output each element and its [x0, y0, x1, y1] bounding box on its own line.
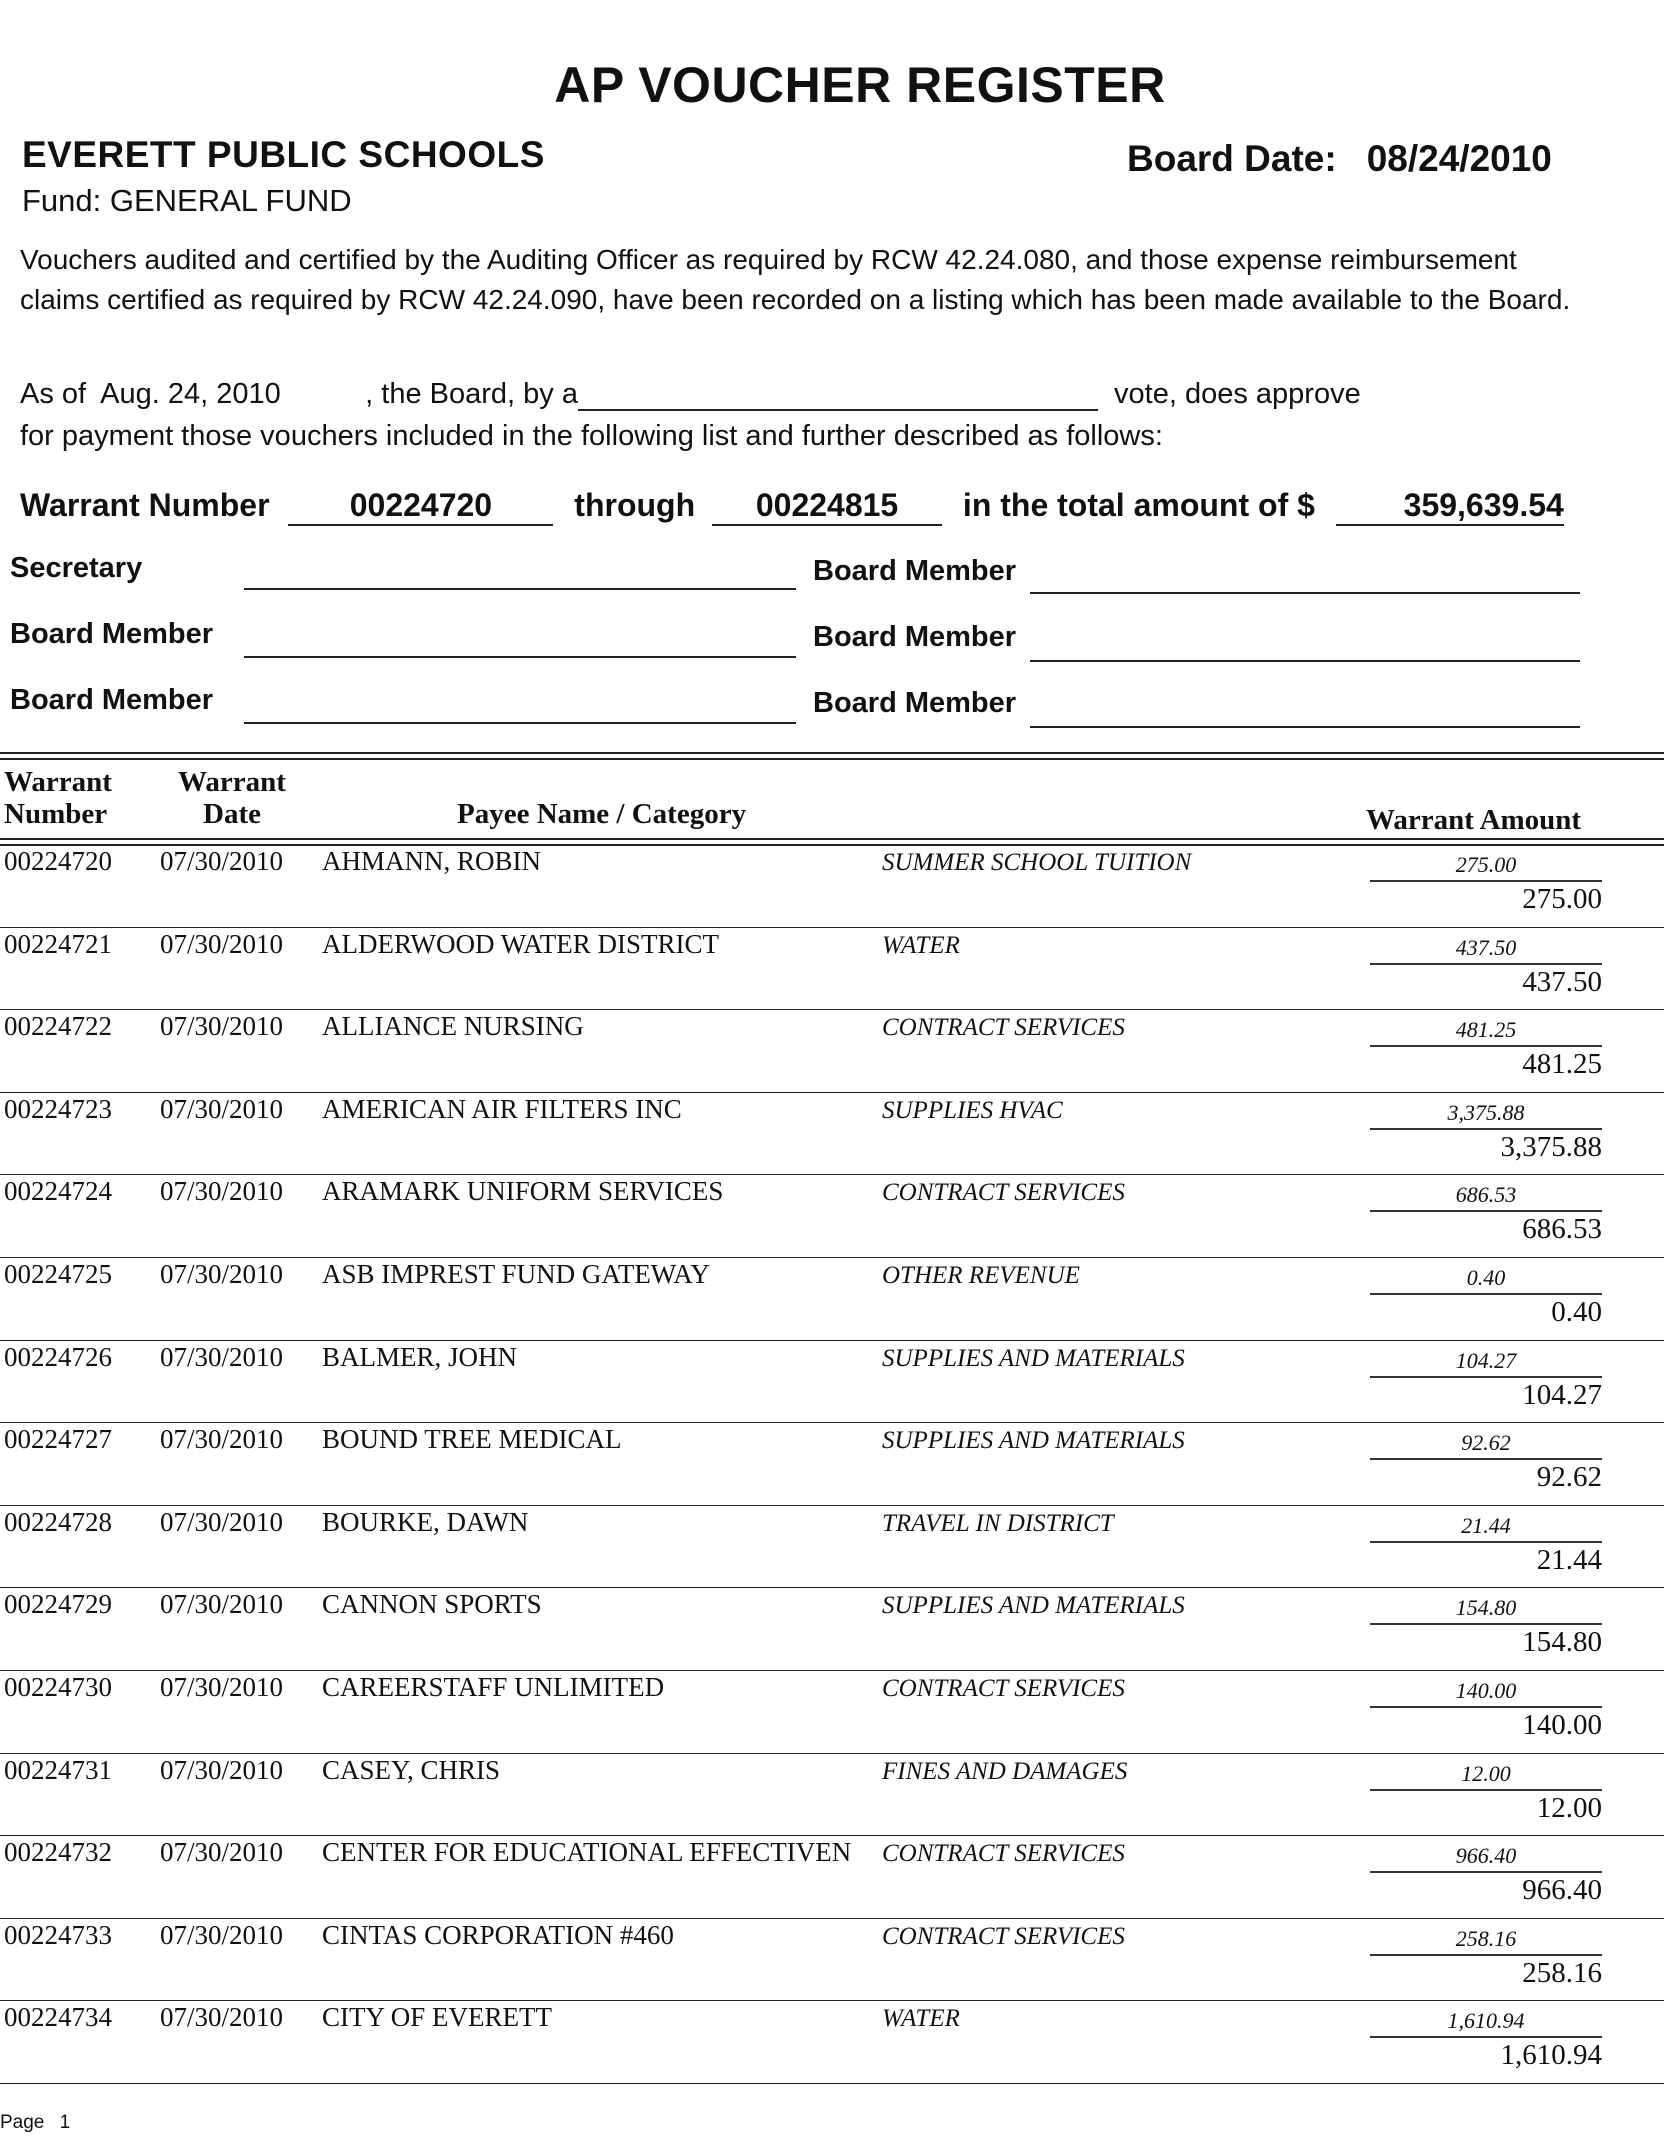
row-divider	[0, 1587, 1664, 1588]
certification-text: Vouchers audited and certified by the Auditing Officer as required by RCW 42.24.080, and those expense reimbursement claims certified as required by RCW 42.24.090, have been recorded on a listing which has been made available to the Board.	[20, 244, 1571, 315]
warrant-number: 00224727	[4, 1424, 112, 1455]
payee-name: AHMANN, ROBIN	[322, 846, 542, 876]
payee-category: SUMMER SCHOOL TUITION	[882, 849, 1192, 876]
header-warrant-number	[4, 766, 112, 830]
line-amount: 966.40	[1370, 1843, 1602, 1873]
row-divider	[0, 1257, 1664, 1258]
as-of-label: As of	[20, 378, 87, 410]
warrant-number: 00224725	[4, 1259, 112, 1289]
payee-name: CASEY, CHRIS	[322, 1754, 501, 1785]
warrant-number: 00224721	[4, 928, 112, 959]
payee-category: CONTRACT SERVICES	[882, 1675, 1125, 1702]
warrant-amount: 275.00	[1522, 883, 1602, 915]
warrant-number: 00224726	[4, 1341, 112, 1372]
vote-blank[interactable]	[578, 381, 1098, 411]
warrant-amount: 966.40	[1522, 1874, 1602, 1907]
warrant-date: 07/30/2010	[160, 1837, 284, 1868]
vote-text: vote, does approve	[1114, 378, 1361, 410]
line-amount: 686.53	[1370, 1182, 1602, 1212]
line-amount: 481.25	[1370, 1017, 1602, 1047]
row-divider	[0, 1340, 1664, 1341]
board-member-signature-line[interactable]	[1030, 660, 1580, 662]
table-top-rule	[0, 758, 1664, 760]
warrant-date: 07/30/2010	[160, 1259, 284, 1289]
secretary-signature-line[interactable]	[244, 588, 796, 590]
warrant-number: 00224724	[4, 1176, 112, 1207]
header-warrant-amount: Warrant Amount	[1366, 804, 1582, 836]
line-amount: 92.62	[1370, 1430, 1602, 1460]
warrant-date: 07/30/2010	[160, 1341, 284, 1372]
warrant-amount: 481.25	[1522, 1048, 1602, 1081]
warrant-amount: 140.00	[1522, 1709, 1602, 1741]
warrant-amount: 3,375.88	[1500, 1130, 1602, 1163]
board-member-signature-line[interactable]	[1030, 726, 1580, 728]
payee-name: CITY OF EVERETT	[322, 2002, 552, 2033]
line-amount: 275.00	[1370, 852, 1602, 882]
total-amount-label: in the total amount of $	[962, 487, 1315, 523]
warrant-number: 00224728	[4, 1506, 112, 1537]
payee-name: AMERICAN AIR FILTERS INC	[322, 1093, 682, 1124]
warrant-amount: 0.40	[1551, 1296, 1602, 1328]
page-label: Page	[0, 2112, 45, 2133]
line-amount: 258.16	[1370, 1926, 1602, 1956]
board-member-label: Board Member	[10, 684, 214, 716]
warrant-date: 07/30/2010	[160, 1011, 284, 1042]
warrant-number: 00224733	[4, 1919, 112, 1950]
header-warrant-date	[172, 766, 292, 830]
header-payee-category: Payee Name / Category	[457, 798, 747, 830]
line-amount: 12.00	[1370, 1761, 1602, 1791]
warrant-amount: 104.27	[1522, 1378, 1602, 1411]
warrant-date: 07/30/2010	[160, 1093, 284, 1124]
row-divider	[0, 1918, 1664, 1919]
payee-name: BALMER, JOHN	[322, 1341, 518, 1372]
approval-line	[20, 378, 1361, 411]
warrant-amount: 12.00	[1536, 1791, 1602, 1824]
as-of-date: Aug. 24, 2010	[100, 378, 281, 410]
row-divider	[0, 1505, 1664, 1506]
board-member-label: Board Member	[813, 621, 1017, 653]
payee-category: SUPPLIES AND MATERIALS	[882, 1427, 1185, 1455]
row-divider	[0, 1670, 1664, 1671]
header-warrant-date-line1: Warrant	[178, 766, 286, 798]
warrant-amount: 21.44	[1536, 1543, 1602, 1576]
board-member-label: Board Member	[813, 687, 1017, 719]
warrant-number: 00224732	[4, 1837, 112, 1868]
line-amount: 0.40	[1370, 1265, 1602, 1295]
warrant-number: 00224729	[4, 1589, 112, 1620]
through-label: through	[574, 487, 696, 523]
warrant-date: 07/30/2010	[160, 1754, 284, 1785]
warrant-amount: 686.53	[1522, 1213, 1602, 1246]
warrant-number: 00224720	[4, 846, 112, 876]
page-number-value: 1	[59, 2112, 71, 2133]
page-title: AP VOUCHER REGISTER	[554, 57, 1166, 113]
warrant-number: 00224722	[4, 1011, 112, 1042]
payee-category: CONTRACT SERVICES	[882, 1179, 1125, 1207]
approval-line-2: for payment those vouchers included in the following list and further described as follows:	[20, 420, 1163, 452]
payee-category: CONTRACT SERVICES	[882, 1840, 1125, 1868]
secretary-label: Secretary	[10, 552, 143, 584]
warrant-date: 07/30/2010	[160, 2002, 284, 2033]
payee-name: CANNON SPORTS	[322, 1589, 542, 1620]
row-divider	[0, 2000, 1664, 2001]
warrant-date: 07/30/2010	[160, 928, 284, 959]
table-header-rule	[0, 838, 1664, 840]
payee-name: BOURKE, DAWN	[322, 1506, 529, 1537]
warrant-number: 00224731	[4, 1754, 112, 1785]
payee-category: SUPPLIES HVAC	[882, 1096, 1063, 1124]
board-date-value: 08/24/2010	[1366, 138, 1552, 179]
warrant-number-label: Warrant Number	[20, 487, 270, 523]
warrant-date: 07/30/2010	[160, 1176, 284, 1207]
payee-category: CONTRACT SERVICES	[882, 1014, 1125, 1042]
payee-category: WATER	[882, 2005, 960, 2033]
payee-name: ALDERWOOD WATER DISTRICT	[322, 928, 719, 959]
warrant-amount: 92.62	[1536, 1461, 1602, 1494]
warrant-date: 07/30/2010	[160, 846, 284, 876]
payee-category: CONTRACT SERVICES	[882, 1922, 1125, 1950]
payee-category: SUPPLIES AND MATERIALS	[882, 1592, 1185, 1620]
board-member-signature-line[interactable]	[244, 656, 796, 658]
line-amount: 21.44	[1370, 1513, 1602, 1543]
line-amount: 3,375.88	[1370, 1100, 1602, 1130]
organization-name: EVERETT PUBLIC SCHOOLS	[22, 134, 545, 175]
board-member-signature-line[interactable]	[244, 722, 796, 724]
payee-category: WATER	[882, 931, 960, 959]
warrant-number: 00224723	[4, 1093, 112, 1124]
payee-name: ALLIANCE NURSING	[322, 1011, 584, 1042]
warrant-from: 00224720	[288, 487, 553, 526]
row-divider	[0, 1092, 1664, 1093]
row-divider	[0, 1422, 1664, 1423]
fund-label: Fund: GENERAL FUND	[22, 183, 352, 218]
board-member-signature-line[interactable]	[1030, 592, 1580, 594]
payee-category: TRAVEL IN DISTRICT	[882, 1509, 1114, 1537]
line-amount: 140.00	[1370, 1678, 1602, 1708]
payee-category: SUPPLIES AND MATERIALS	[882, 1344, 1185, 1372]
warrant-number: 00224734	[4, 2002, 112, 2033]
row-divider	[0, 1753, 1664, 1754]
row-divider	[0, 1009, 1664, 1010]
board-by-text: , the Board, by a	[365, 378, 578, 410]
board-date	[1127, 138, 1552, 180]
header-warrant-number-line2: Number	[4, 798, 108, 830]
row-divider	[0, 2083, 1664, 2084]
warrant-date: 07/30/2010	[160, 1589, 284, 1620]
header-warrant-number-line1: Warrant	[4, 766, 112, 798]
warrant-date: 07/30/2010	[160, 1506, 284, 1537]
payee-name: ASB IMPREST FUND GATEWAY	[322, 1259, 710, 1289]
row-divider	[0, 927, 1664, 928]
warrant-date: 07/30/2010	[160, 1919, 284, 1950]
payee-category: OTHER REVENUE	[882, 1262, 1080, 1289]
warrant-to: 00224815	[712, 487, 942, 526]
warrant-amount: 154.80	[1522, 1626, 1602, 1659]
page-number	[0, 2112, 70, 2134]
payee-name: CAREERSTAFF UNLIMITED	[322, 1672, 665, 1702]
payee-name: ARAMARK UNIFORM SERVICES	[322, 1176, 724, 1207]
warrant-amount: 437.50	[1522, 965, 1602, 998]
line-amount: 154.80	[1370, 1595, 1602, 1625]
warrant-range	[20, 487, 1564, 526]
board-date-label: Board Date:	[1127, 138, 1337, 179]
table-top-rule	[0, 752, 1664, 754]
total-amount: 359,639.54	[1336, 487, 1564, 526]
warrant-date: 07/30/2010	[160, 1672, 284, 1702]
line-amount: 437.50	[1370, 935, 1602, 965]
payee-name: BOUND TREE MEDICAL	[322, 1424, 622, 1455]
line-amount: 104.27	[1370, 1348, 1602, 1378]
board-member-label: Board Member	[813, 555, 1017, 587]
board-member-label: Board Member	[10, 618, 214, 650]
header-warrant-date-line2: Date	[203, 798, 261, 830]
warrant-amount: 1,610.94	[1500, 2039, 1602, 2072]
row-divider	[0, 1174, 1664, 1175]
warrant-date: 07/30/2010	[160, 1424, 284, 1455]
row-divider	[0, 1835, 1664, 1836]
payee-category: FINES AND DAMAGES	[882, 1757, 1128, 1785]
warrant-amount: 258.16	[1522, 1956, 1602, 1989]
payee-name: CINTAS CORPORATION #460	[322, 1919, 674, 1950]
line-amount: 1,610.94	[1370, 2008, 1602, 2038]
payee-name: CENTER FOR EDUCATIONAL EFFECTIVEN	[322, 1837, 852, 1868]
warrant-number: 00224730	[4, 1672, 112, 1702]
